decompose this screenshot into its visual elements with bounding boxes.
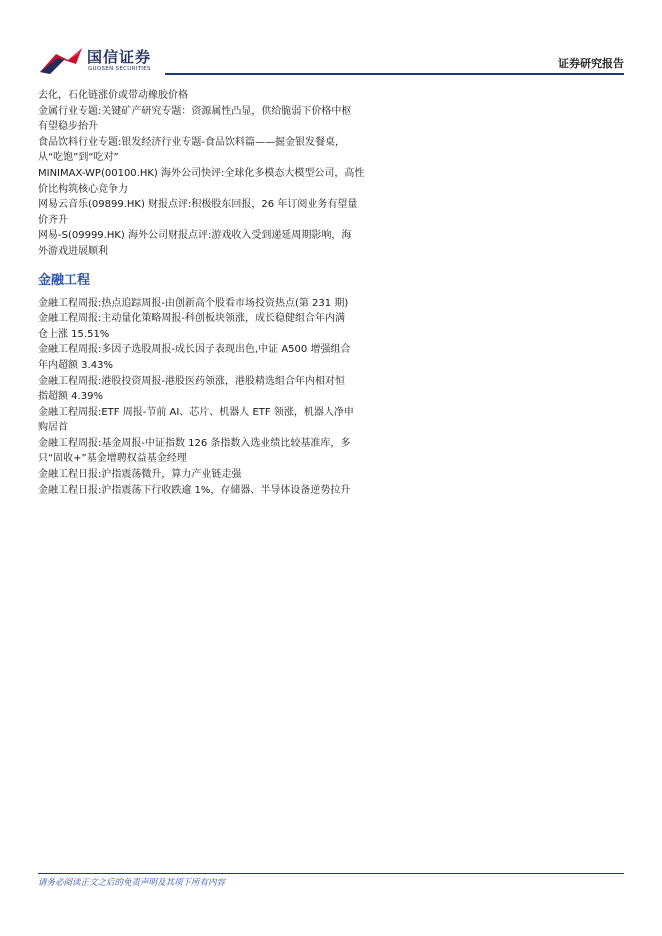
section-title-quant: 金融工程 <box>38 272 91 288</box>
list-line: 价比构筑核心竞争力 <box>38 183 128 195</box>
report-list <box>38 88 404 498</box>
header-divider <box>165 73 624 75</box>
list-line: 从“吃饱”到“吃对” <box>38 152 119 164</box>
logo-text-cn: 国信证券 <box>87 48 152 66</box>
list-line: 食品饮料行业专题:银发经济行业专题-食品饮料篇——掘金银发餐桌， <box>38 136 345 148</box>
footer-disclaimer: 请务必阅读正文之后的免责声明及其项下所有内容 <box>38 878 226 888</box>
list-line: 仓上涨 15.51% <box>38 328 110 340</box>
list-line: 金融工程周报:主动量化策略周报-科创板块领涨，成长稳健组合年内满 <box>38 313 345 325</box>
continued-list <box>38 88 404 260</box>
report-type-label: 证券研究报告 <box>558 57 624 70</box>
quant-report-list <box>38 296 404 499</box>
guosen-logo <box>38 44 168 78</box>
list-line: 金融工程周报:基金周报-中证指数 126 条指数入选业绩比较基准库，多 <box>38 437 351 449</box>
list-line: 金融工程周报:ETF 周报-节前 AI、芯片、机器人 ETF 领涨，机器人净申 <box>38 406 354 418</box>
list-line: 金融工程周报:热点追踪周报-由创新高个股看市场投资热点(第 231 期) <box>38 297 349 309</box>
list-line: 金融工程日报:沪指震荡下行收跌逾 1%，存储器、半导体设备逆势拉升 <box>38 484 351 496</box>
list-line: 金融工程日报:沪指震荡微升，算力产业链走强 <box>38 469 242 481</box>
list-line: 金融工程周报:港股投资周报-港股医药领涨，港股精选组合年内相对恒 <box>38 375 345 387</box>
list-line: 价齐升 <box>38 214 68 226</box>
list-line: 只“固收+”基金增聘权益基金经理 <box>38 453 187 465</box>
list-line: 网易-S(09999.HK) 海外公司财报点评:游戏收入受到递延周期影响，海 <box>38 230 352 242</box>
list-line: 购居首 <box>38 422 68 434</box>
footer-divider <box>38 873 624 874</box>
page-header <box>0 0 662 80</box>
logo-text-en: GUOSEN SECURITIES <box>88 66 151 72</box>
list-line: 网易云音乐(09899.HK) 财报点评:积极股东回报，26 年订阅业务有望量 <box>38 199 358 211</box>
list-line: 金融工程周报:多因子选股周报-成长因子表现出色,中证 A500 增强组合 <box>38 344 351 356</box>
list-line: 指超额 4.39% <box>38 391 103 403</box>
list-line: 年内超额 3.43% <box>38 359 113 371</box>
list-line: 有望稳步抬升 <box>38 121 98 133</box>
list-line: 去化，石化链涨价或带动橡胶价格 <box>38 90 188 101</box>
guosen-logo-icon <box>38 44 84 78</box>
list-line: MINIMAX-WP(00100.HK) 海外公司快评:全球化多模态大模型公司，高性 <box>38 167 365 179</box>
list-line: 外游戏进展顺利 <box>38 245 108 257</box>
list-line: 金属行业专题:关键矿产研究专题：资源属性凸显，供给脆弱下价格中枢 <box>38 105 352 117</box>
